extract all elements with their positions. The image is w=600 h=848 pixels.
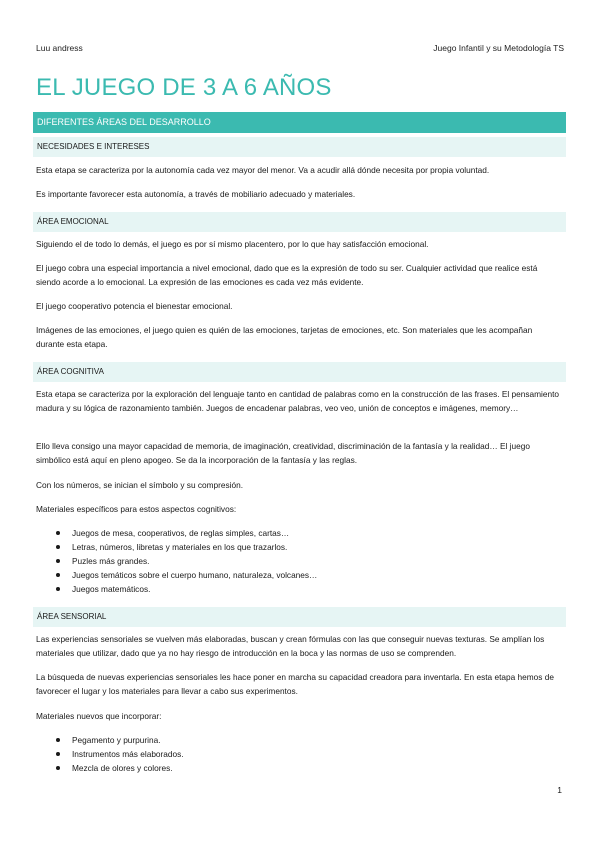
paragraph: El juego cooperativo potencia el bienestar emocional. xyxy=(36,301,233,311)
list-item-text: Juegos de mesa, cooperativos, de reglas simples, cartas… xyxy=(72,528,290,538)
bullet-icon xyxy=(56,752,60,756)
list-item xyxy=(36,582,556,596)
heading-cognitiva: ÁREA COGNITIVA xyxy=(33,362,566,382)
list-item-text: Pegamento y purpurina. xyxy=(72,735,161,745)
paragraph: Ello lleva consigo una mayor capacidad de memoria, de imaginación, creatividad, discriminación de la fantasía y la realidad… El juego simbólico está aquí en pleno apogeo. Se da la incorporación de la fantasía y las reglas. xyxy=(36,441,530,465)
list-item-text: Mezcla de olores y colores. xyxy=(72,763,173,773)
bullet-icon xyxy=(56,573,60,577)
paragraph: Esta etapa se caracteriza por la exploración del lenguaje tanto en cantidad de palabras como en la construcción de las frases. El pensamiento madura y su lógica de razonamiento también. Juegos de encadenar palabras, veo veo, unión de conceptos e imágenes, memory… xyxy=(36,389,560,413)
list-item-text: Juegos matemáticos. xyxy=(72,584,151,594)
list-item-text: Juegos temáticos sobre el cuerpo humano, naturaleza, volcanes… xyxy=(72,570,318,580)
header-author: Luu andress xyxy=(36,43,83,53)
list-item xyxy=(36,554,556,568)
list-item xyxy=(36,747,556,761)
paragraph: Materiales específicos para estos aspectos cognitivos: xyxy=(36,504,237,514)
paragraph: Siguiendo el de todo lo demás, el juego es por sí mismo placentero, por lo que hay satisfacción emocional. xyxy=(36,239,429,249)
list-item xyxy=(36,540,556,554)
section-banner: DIFERENTES ÁREAS DEL DESARROLLO xyxy=(33,112,566,133)
bullet-icon xyxy=(56,587,60,591)
heading-emocional: ÁREA EMOCIONAL xyxy=(33,212,566,232)
bullet-icon xyxy=(56,766,60,770)
paragraph: Es importante favorecer esta autonomía, a través de mobiliario adecuado y materiales. xyxy=(36,189,356,199)
header-course: Juego Infantil y su Metodología TS xyxy=(433,43,564,53)
list-item xyxy=(36,761,556,775)
list-item xyxy=(36,568,556,582)
list-item-text: Letras, números, libretas y materiales en los que trazarlos. xyxy=(72,542,288,552)
list-item xyxy=(36,526,556,540)
page-number: 1 xyxy=(557,785,562,795)
bullet-icon xyxy=(56,559,60,563)
paragraph: Las experiencias sensoriales se vuelven más elaboradas, buscan y crean fórmulas con las que conseguir nuevas texturas. Se amplían los materiales que utilizar, dado que ya no hay riesgo de introducción en la boca y las normas de uso se comprenden. xyxy=(36,634,545,658)
paragraph: Esta etapa se caracteriza por la autonomía cada vez mayor del menor. Va a acudir allá dónde necesita por propia voluntad. xyxy=(36,165,490,175)
page-title: EL JUEGO DE 3 A 6 AÑOS xyxy=(36,74,332,101)
paragraph: Materiales nuevos que incorporar: xyxy=(36,711,162,721)
bullet-icon xyxy=(56,545,60,549)
list-item-text: Puzles más grandes. xyxy=(72,556,150,566)
heading-sensorial: ÁREA SENSORIAL xyxy=(33,607,566,627)
paragraph: La búsqueda de nuevas experiencias sensoriales les hace poner en marcha su capacidad creadora para inventarla. En esta etapa hemos de favorecer el lugar y los materiales para llevar a cabo sus experimentos. xyxy=(36,672,554,696)
heading-necesidades: NECESIDADES E INTERESES xyxy=(33,137,566,157)
materials-list-sensorial xyxy=(36,733,556,775)
bullet-icon xyxy=(56,531,60,535)
materials-list-cognitive xyxy=(36,526,556,596)
list-item xyxy=(36,733,556,747)
paragraph: Con los números, se inician el símbolo y su compresión. xyxy=(36,480,244,490)
list-item-text: Instrumentos más elaborados. xyxy=(72,749,184,759)
paragraph: Imágenes de las emociones, el juego quien es quién de las emociones, tarjetas de emociones, etc. Son materiales que les acompañan durante esta etapa. xyxy=(36,325,533,349)
paragraph: El juego cobra una especial importancia a nivel emocional, dado que es la expresión de todo su ser. Cualquier actividad que realice está siendo acorde a lo emocional. La expresión de las emociones es cada vez más evidente. xyxy=(36,263,538,287)
bullet-icon xyxy=(56,738,60,742)
